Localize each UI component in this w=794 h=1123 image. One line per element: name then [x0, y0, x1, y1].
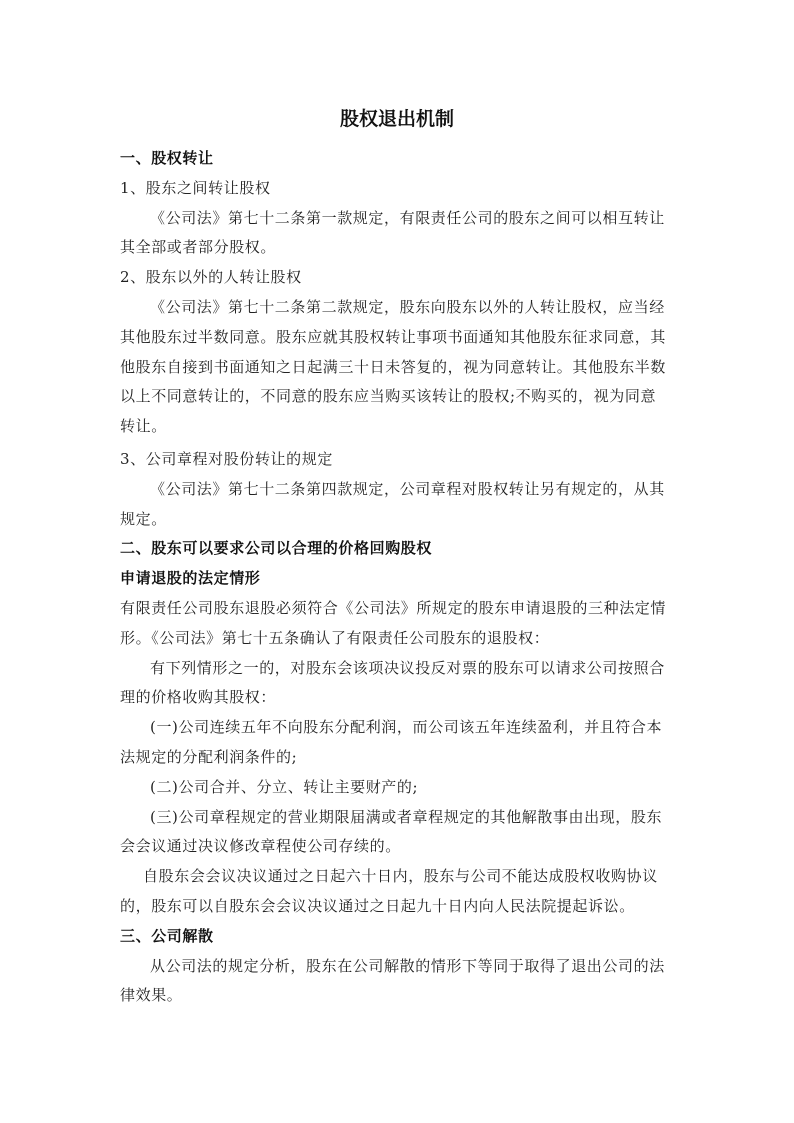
list-item-line: (一)公司连续五年不向股东分配利润，而公司该五年连续盈利，并且符合本	[150, 718, 663, 737]
paragraph-line: 规定。	[120, 509, 167, 528]
paragraph-line: 有下列情形之一的，对股东会该项决议投反对票的股东可以请求公司按照合	[150, 658, 665, 677]
list-item-line: 会会议通过决议修改章程使公司存续的。	[120, 837, 401, 856]
paragraph-line: 自股东会会议决议通过之日起六十日内，股东与公司不能达成股权收购协议	[143, 867, 658, 886]
paragraph-line: 的，股东可以自股东会会议决议通过之日起九十日内向人民法院提起诉讼。	[120, 896, 635, 915]
subheading-2: 申请退股的法定情形	[120, 569, 261, 588]
paragraph-line: 有限责任公司股东退股必须符合《公司法》所规定的股东申请退股的三种法定情	[120, 598, 667, 617]
subheading-1-2: 2、股东以外的人转让股权	[120, 268, 302, 287]
section-heading-3: 三、公司解散	[120, 926, 214, 945]
list-item-line: (三)公司章程规定的营业期限届满或者章程规定的其他解散事由出现，股东	[150, 807, 663, 826]
document-title: 股权退出机制	[339, 108, 454, 130]
paragraph-line: 转让。	[120, 417, 167, 436]
list-item-line: (二)公司合并、分立、转让主要财产的;	[150, 777, 419, 796]
subheading-1-1: 1、股东之间转让股权	[120, 178, 271, 197]
paragraph-line: 理的价格收购其股权：	[120, 688, 277, 707]
paragraph-line: 其全部或者部分股权。	[120, 238, 277, 257]
paragraph-line: 《公司法》第七十二条第一款规定，有限责任公司的股东之间可以相互转让	[150, 208, 665, 227]
paragraph-line: 律效果。	[120, 986, 183, 1005]
subheading-1-3: 3、公司章程对股份转让的规定	[120, 449, 333, 468]
list-item-line: 法规定的分配利润条件的;	[120, 747, 298, 766]
paragraph-line: 《公司法》第七十二条第四款规定，公司章程对股权转让另有规定的，从其	[150, 479, 665, 498]
paragraph-line: 以上不同意转让的，不同意的股东应当购买该转让的股权;不购买的，视为同意	[120, 387, 657, 406]
paragraph-line: 从公司法的规定分析，股东在公司解散的情形下等同于取得了退出公司的法	[150, 956, 665, 975]
document-body	[120, 144, 676, 1011]
section-heading-2: 二、股东可以要求公司以合理的价格回购股权	[120, 539, 433, 558]
paragraph-line: 他股东自接到书面通知之日起满三十日未答复的，视为同意转让。其他股东半数	[120, 357, 667, 376]
paragraph-line: 《公司法》第七十二条第二款规定，股东向股东以外的人转让股权，应当经	[150, 297, 665, 316]
section-heading-1: 一、股权转让	[120, 149, 214, 167]
paragraph-line: 形。《公司法》第七十五条确认了有限责任公司股东的退股权：	[120, 628, 550, 647]
paragraph-line: 其他股东过半数同意。股东应就其股权转让事项书面通知其他股东征求同意，其	[120, 327, 667, 346]
